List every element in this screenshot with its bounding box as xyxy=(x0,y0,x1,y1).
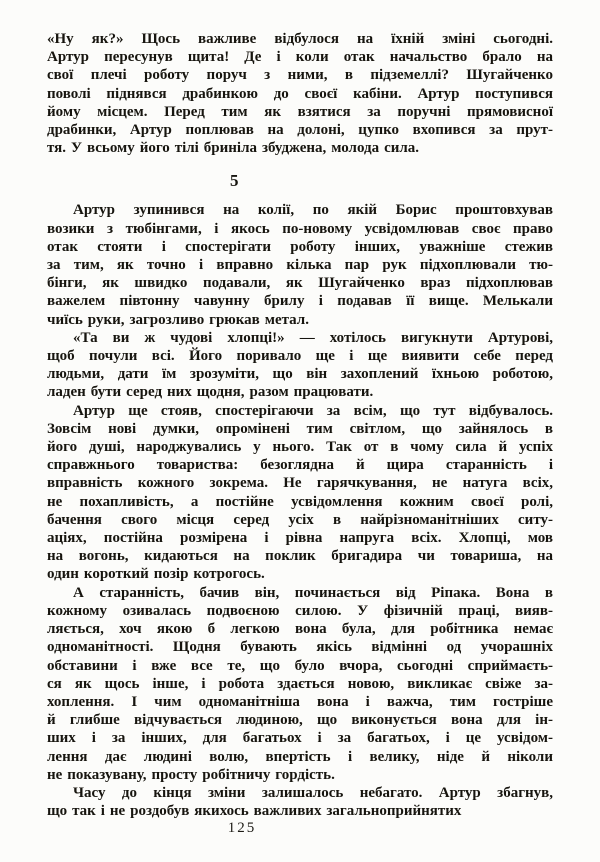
paragraph xyxy=(47,402,553,584)
text-line: одноманітності. Щодня бувають якісь відмінні од учорашніх xyxy=(47,639,553,656)
text-line: тя. У всьому його тілі бриніла збуджена, молода сила. xyxy=(47,140,420,157)
text-line: людьми, дати їм зрозуміти, що він захоплений їхньою роботою, xyxy=(47,366,553,383)
text-line: щоб почули всі. Його поривало ще і ще виявити себе перед xyxy=(47,348,553,365)
section-number-heading: 5 xyxy=(230,171,239,191)
text-line: важелем півтонну чавунну брилу і подавав її вище. Мелькали xyxy=(47,293,553,310)
text-line: лення дає людині волю, впертість і велику, ніде й ніколи xyxy=(47,748,553,765)
text-line: А старанність, бачив він, починається від Ріпака. Вона в xyxy=(73,584,553,601)
text-line: «Ну як?» Щось важливе відбулося на їхній зміні сьогодні. xyxy=(47,31,553,47)
text-line: на вогонь, кидаються на поклик бригадира чи товариша, на xyxy=(47,548,553,565)
text-line: «Та ви ж чудові хлопці!» — хотілось вигукнути Артурові, xyxy=(73,329,553,346)
paragraph xyxy=(47,201,553,328)
text-line: Зовсім нові думки, опромінені тим світлом, що зайнялось в xyxy=(47,420,553,437)
text-line: справжнього товариства: безоглядна й щира старанність і xyxy=(47,457,553,474)
text-line: поволі піднявся драбинкою до своєї кабіни. Артур поступився xyxy=(47,85,553,102)
text-line: Артур зупинився на колії, по якій Борис проштовхував xyxy=(73,202,553,219)
paragraph xyxy=(47,30,553,157)
text-column xyxy=(47,30,553,820)
text-line: хоплення. І чим одноманітніша вона і важча, тим гостріше xyxy=(47,693,553,710)
page-number: 125 xyxy=(227,820,257,836)
paragraph xyxy=(47,329,553,402)
text-line: отак стояти і спостерігати роботу інших, уважніше стежив xyxy=(47,238,553,255)
text-line: йому місцем. Перед тим як взятися за поручні прямовисної xyxy=(47,103,553,120)
text-line: бінги, як швидко подавали, як Шугайченко враз підхоплював xyxy=(47,275,553,292)
text-line: Артур ще стояв, спостерігаючи за всім, що тут відбувалось. xyxy=(73,402,553,419)
text-line: не показувану, просту робітничу гордість. xyxy=(47,766,335,783)
paragraph xyxy=(47,584,553,784)
text-line: возики з тюбінгами, і якось по-новому усвідомлював своє право xyxy=(47,220,553,237)
text-line: ладен бути серед них щодня, разом працювати. xyxy=(47,384,374,401)
text-line: обставини і вже все те, що було вчора, сьогодні сприймаєть- xyxy=(47,657,553,674)
text-line: аціях, постійна розмірена і рівна напруга всіх. Хлопці, мов xyxy=(47,530,553,547)
text-line: не похапливість, а постійне усвідомлення кожним своєї ролі, xyxy=(47,493,553,510)
text-line: вправність кожного зокрема. Не гарячкування, не натуга всіх, xyxy=(47,475,553,492)
text-line: кожному озивалась подвоєною силою. У фізичній праці, вияв- xyxy=(47,602,553,619)
text-line: що так і не роздобув якихось важливих загальноприйнятих xyxy=(47,803,462,820)
paragraph xyxy=(47,784,553,820)
text-line: ляється, хоч якою б легкою вона була, для робітника немає xyxy=(47,621,553,638)
text-line: ших і за інших, для багатьох і за багатьох, і це усвідом- xyxy=(47,730,553,747)
text-line: за тим, як точно і вправно кілька пар рук підхоплювали тю- xyxy=(47,257,553,274)
text-line: Артур пересунув щита! Де і коли отак начальство брало на xyxy=(47,49,553,66)
text-line: бачення свого місця серед усіх в найрізноманітніших ситу- xyxy=(47,511,553,528)
text-line: його душі, народжувались у нього. Так от в чому сила й успіх xyxy=(47,439,553,456)
text-line: Часу до кінця зміни залишалось небагато. Артур збагнув, xyxy=(73,784,553,801)
text-line: й глибше відчувається людиною, що виконується вона для ін- xyxy=(47,712,553,729)
text-line: ся як щось інше, і робота здається новою, викликає свіже за- xyxy=(47,675,553,692)
text-line: чиїсь руки, загрозливо грюкав метал. xyxy=(47,311,309,328)
text-line: свої плечі роботу поруч з ними, в підземеллі? Шугайченко xyxy=(47,67,553,84)
text-line: драбинки, Артур поплював на долоні, цупко вхопився за прут- xyxy=(47,122,553,139)
text-line: один короткий позір котрогось. xyxy=(47,566,265,583)
